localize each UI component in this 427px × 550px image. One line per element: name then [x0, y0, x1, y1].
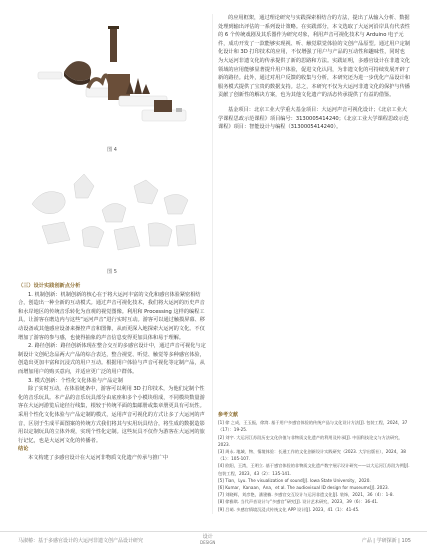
page-footer — [0, 531, 427, 550]
reference-item: [9] 吕萌. 多感官情境沉浸式传统文化 APP 设计[J]. 2023，41（1）：41-45. — [218, 506, 360, 512]
column-divider — [212, 14, 213, 514]
figure-4-image — [24, 14, 200, 144]
section-heading-innovation: （三）设计实践创新点分析 — [18, 283, 81, 289]
left-column-text — [18, 282, 206, 462]
conclusion-text: 本文构建了多感官设计在大运河非物质文化遗产传承与推广中 — [28, 454, 169, 461]
left-paragraph-3: 3. 模式创新：个性化文化体验与产品定制 — [28, 377, 123, 384]
footer-journal-en: DESIGN — [200, 540, 216, 545]
references — [218, 412, 412, 513]
reference-item: [4] 欧阳，王湾，王明立. 基于感官体验的非物质文化遗产数字展示设计研究——以大运河江苏段为例[J]. 包装工程，2023，43（2）：135-141. — [218, 463, 410, 476]
figure-4-caption: 图 4 — [107, 147, 117, 153]
figure-5-image — [22, 164, 202, 266]
right-paragraph-1: 的应用框架，通过理论研究与实践探索相结合的方法，提出了从输入分析、数据处理到输出评估的一系列设计策略。在实践部分，本文选取了大运河沿岸具有代表性的 6 个传统戏剧及其乐器作为研究对象，利用声音可视化技术与 Arduino 电子元件，成功开发了一款能够实现视、听、触觉联觉体验的文创产品原型。通过用户定制化设计和 3D 打印技术的应用，不仅增强了用户与产品的互动性和趣味性，同时也为大运河非遗文化的传承提供了新的思路和方法。实践证明，多感官设计在非遗文化领域的应用能够显著提升用户体验，促进文化认同，为非遗文化的可持续发展开辟了新的路径。此外，通过对用户反馈的收集与分析，本研究还为进一步优化产品设计和服务模式提供了宝贵的数据支持。总之，本研究不仅为大运河非遗文化的保护与传播贡献了创新性的解决方案，也为其他文化遗产的活态传承提供了有益的借鉴。 — [218, 15, 410, 99]
footer-journal-mark — [200, 534, 215, 546]
reference-item: [3] 周永. 地域、物、情境体验：长通工作的文化创新设计实践研究（2023. 大学出版社），2024，38（1）：105-107. — [218, 449, 406, 462]
footer-page-info: 产品 | 学研探新 | 105 — [361, 538, 411, 544]
product-render-blocks — [38, 26, 186, 121]
reference-item: [6] Kumar，Kanaan，Ana，et al. The audiovisual ID design for museums[J]. 2023. — [218, 485, 390, 491]
footer-journal-cn: 设计 — [202, 534, 213, 540]
reference-item: [8] 徐雅琪. 当代声音设计与“多感官”研究[J]. 设计艺术研究，2023，39（6）：36-41. — [218, 499, 379, 505]
right-column-text — [218, 14, 410, 132]
conclusion-heading: 结论 — [18, 446, 29, 453]
printed-model-group — [32, 174, 196, 250]
figure-5-caption: 图 5 — [107, 269, 117, 275]
funding-note: 基金项目：北京工业大学重大基金项目：大运河声音可视化设计；《北京工业大学课程思政示范课程》项目编号：3130005414240；《北京工业大学课程思政示范课程》项目：智能设计与编程（3130005414240）。 — [218, 106, 409, 131]
left-paragraph-4: 除了实时互动，在体验链条中，游客可以利用 3D 打印技术，为他们定制个性化的音乐玩具。本产品的音乐玩具部分由底座和多个小模块组成，不同模块数量游客在大运河游览后途径行线集，根较于传统平面的集邮册或集章册更具有可玩性。采用个性化文化体验与产品定制的模式，运用声音可视化的方式让多了大运河的声音，区别于生成平面图案的传统方式我们将其与实用玩具结合，将生成的数据造影用以定制玩具的立体外观，实现个性化定制。这些玩具不仅作为游客在大运河的旅行记忆，也是大运河文化的传播者。 — [18, 386, 205, 444]
reference-item: [7] 刘晓辉，刘彦艳，潘建楠. 多感官交互设计与运河非遗文化[J]. 装饰，2021，36（4）：1-8. — [218, 492, 394, 498]
left-paragraph-1: 1. 机制创新：机制创新的核心在于将大运河丰富的文化和感官体验紧密相结合，创造出一种全新的互动模式。通过声音可视化技术，我们将大运河的历史声音和水岸地区的传统音乐转化为直观的视觉图像。利用和 Processing 这样的编程工具，让游客在磨边内与这些“运河声音”进行实时互动。游客可以通过触摸屏幕、移动设备或其他感应设备来操控声音和图像，从而更深入地探索大运河的文化。不仅增加了游客的参与感，也使得抽象的声音信息变得更加具体和易于理解。 — [18, 291, 205, 341]
left-paragraph-2: 2. 路径创新：路径创新体现在整合交互的多感官设计中，通过声音可视化与定制设计文创纪念品两大产品的综合表达，整合视觉、听觉、触觉等多种感官体验，创造出更加丰富和沉浸式的用户互动。根据用户体验与声音可视化等定制产品，从而增加用户的购买意向，并适应更广泛的用户群体。 — [18, 343, 206, 375]
reference-item: [1] 徐 之成，王玉振，徐湾. 基于用户多感官体验的传统产品与文化设计方法[J]. 包装工程，2024，37（17）：19-25. — [218, 420, 408, 433]
references-heading: 参考文献 — [218, 412, 239, 418]
reference-item: [5] Tian，Lyu. The visualization of sound[J]. Iowa State University，2020. — [218, 477, 371, 483]
footer-running-title: 马淑椿：基于多感官设计的大运河非遗文创产品设计研究 — [18, 538, 144, 544]
reference-item: [2] 刘宇. 大运河江苏段历史文化价值与非物质文化遗产的利用及传承[J]. 中国科技论文与方法研究，2023. — [218, 434, 403, 447]
